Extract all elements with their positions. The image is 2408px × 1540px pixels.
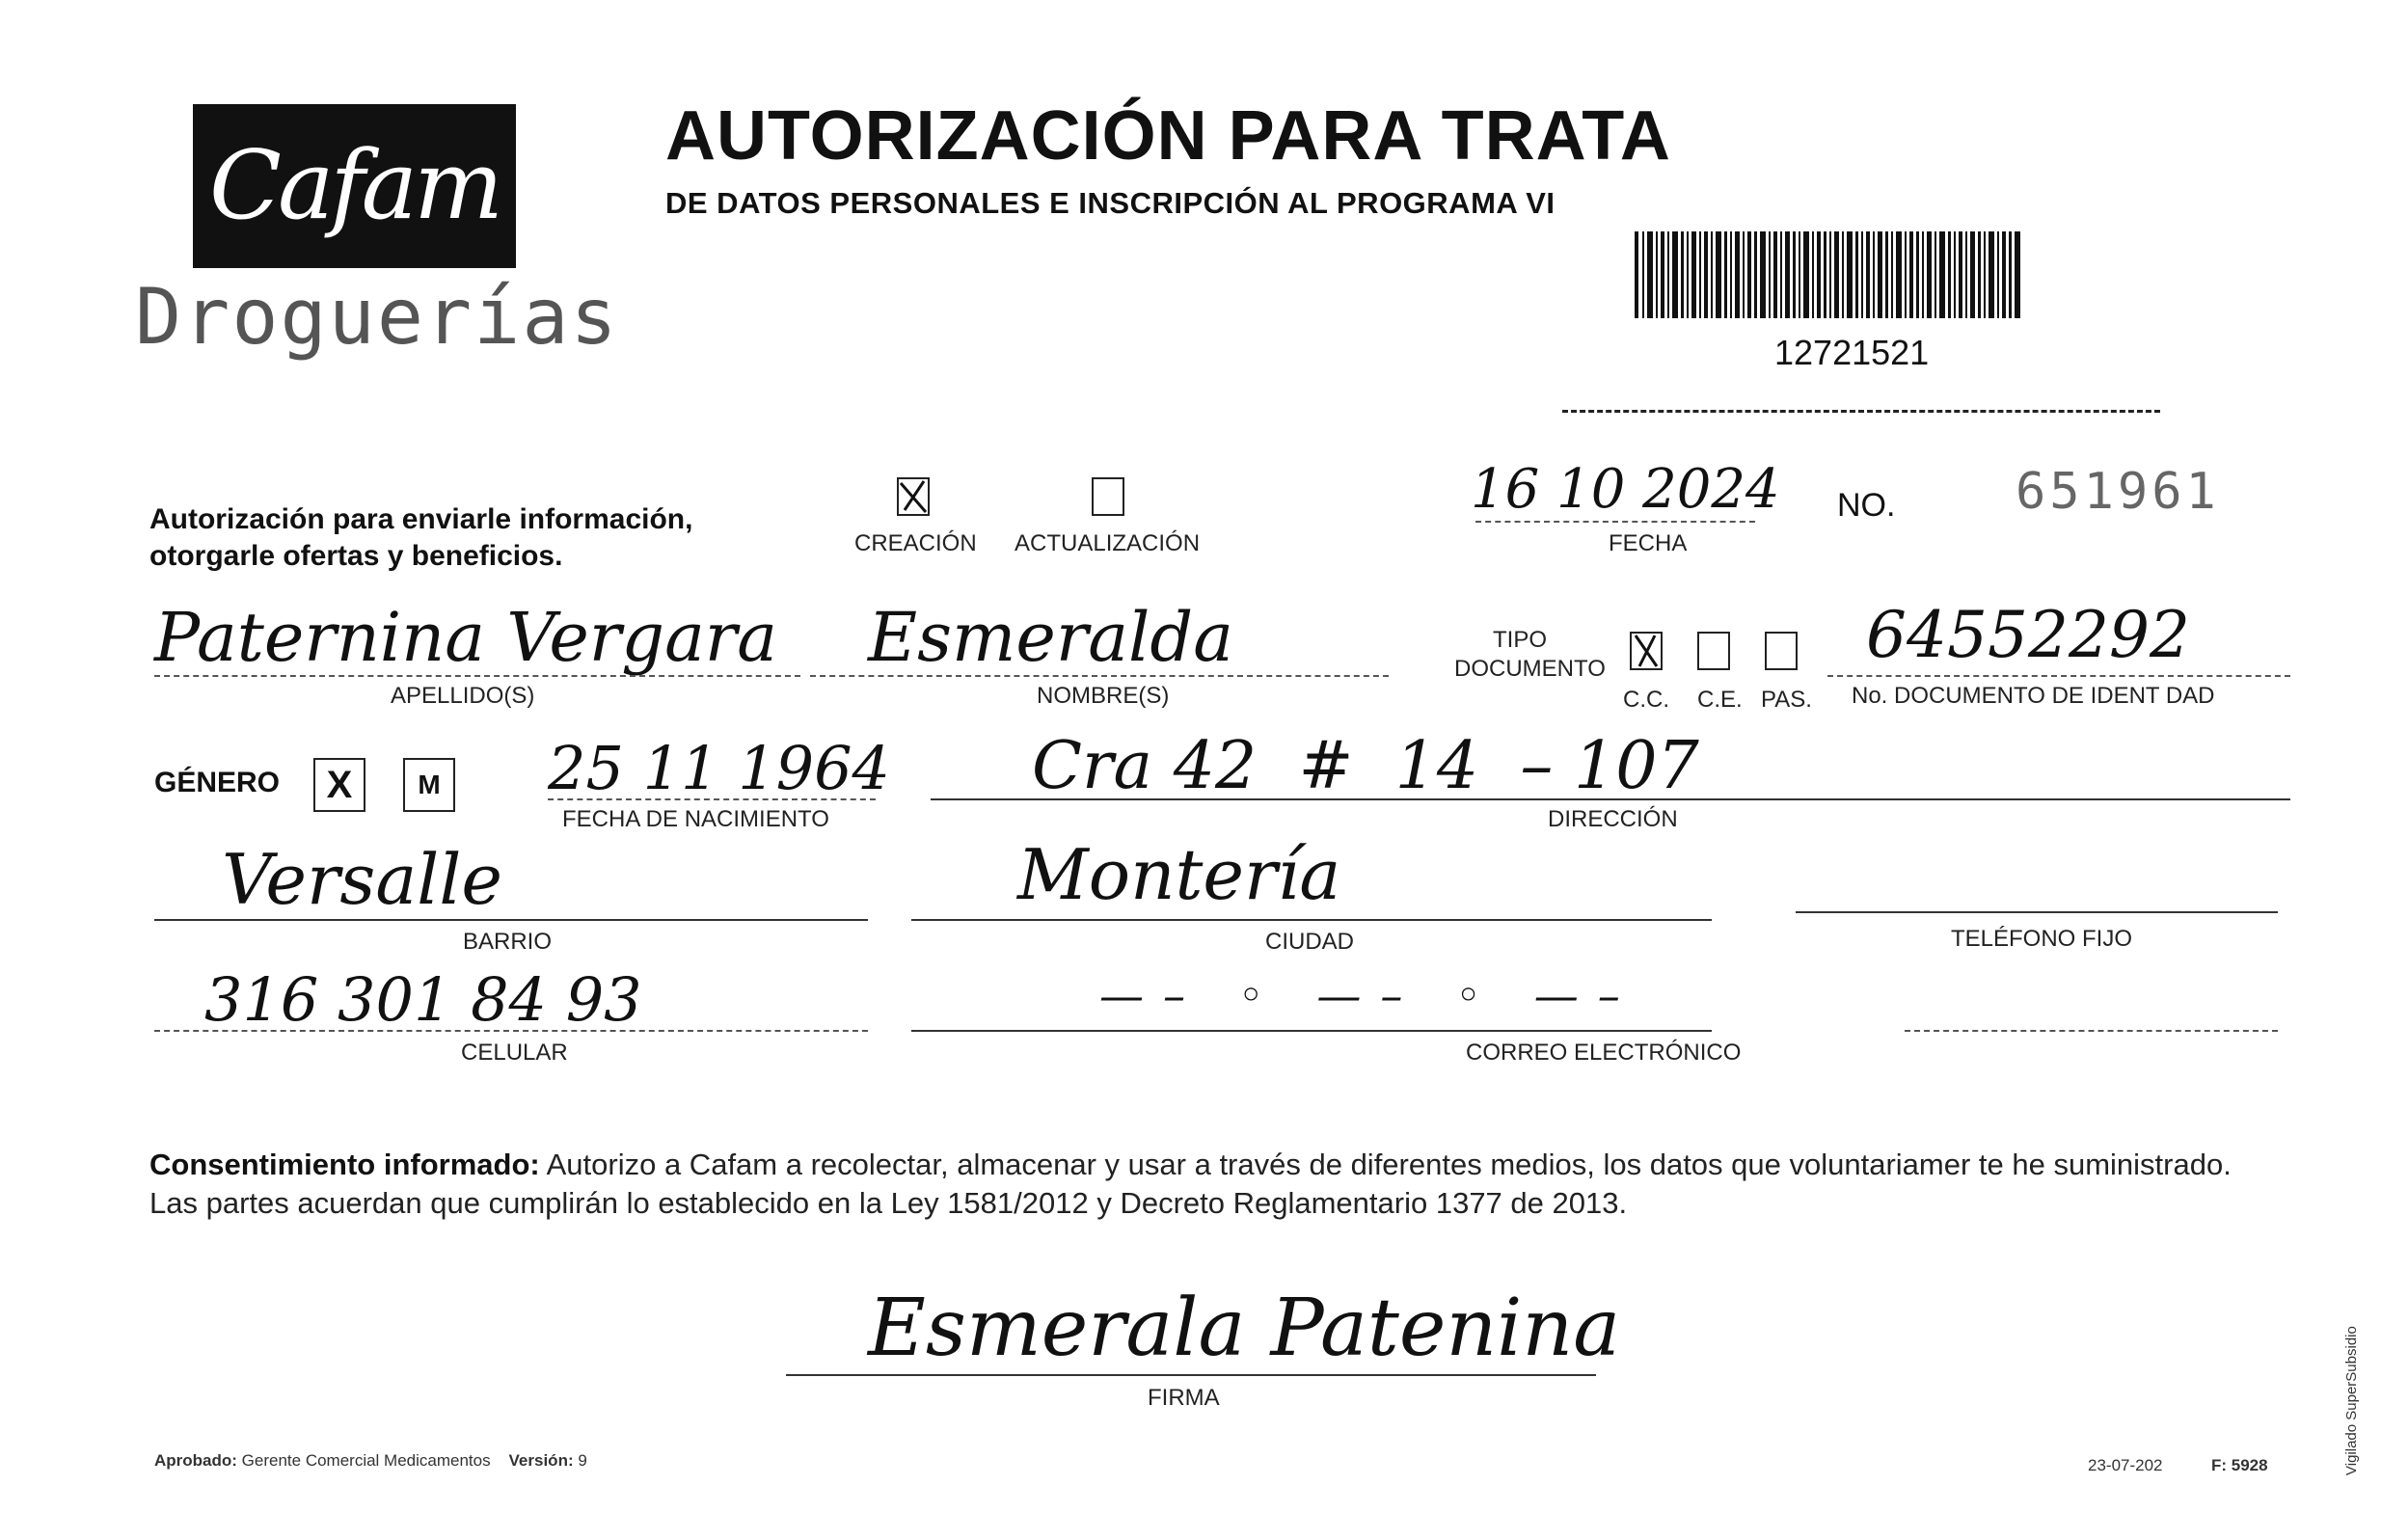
signature-label: FIRMA <box>1148 1385 1220 1411</box>
consent-heading: Consentimiento informado: <box>149 1148 540 1181</box>
authorization-text <box>149 501 692 575</box>
form-subtitle: DE DATOS PERSONALES E INSCRIPCIÓN AL PROGRAMA VI <box>665 186 1556 220</box>
correo-line <box>911 1030 1712 1032</box>
authorization-line-2: otorgarle ofertas y beneficios. <box>149 540 563 572</box>
celular-label: CELULAR <box>461 1040 568 1066</box>
barrio-value: Versalle <box>222 839 502 920</box>
signature-line <box>786 1374 1596 1376</box>
aprobado-label: Aprobado: <box>154 1451 237 1470</box>
nacimiento-label: FECHA DE NACIMIENTO <box>562 806 829 832</box>
pas-label: PAS. <box>1761 687 1812 713</box>
nombres-line <box>810 675 1389 677</box>
cc-checkbox[interactable] <box>1630 632 1663 670</box>
cc-label: C.C. <box>1623 687 1669 713</box>
ciudad-line <box>911 919 1712 921</box>
extra-line <box>1905 1030 2278 1032</box>
documento-line <box>1827 675 2290 677</box>
barrio-line <box>154 919 868 921</box>
side-vertical-text: Vigilado SuperSubsidio <box>2343 1326 2360 1475</box>
form-title: AUTORIZACIÓN PARA TRATA <box>665 97 1671 175</box>
tipo-doc-label-2: DOCUMENTO <box>1454 656 1606 682</box>
consent-body: Autorizo a Cafam a recolectar, almacenar y usar a través de diferentes medios, los datos que voluntariamer te he suministrado. Las partes acuerdan que cumplirán lo establecido en la Ley 1581/2012 y Decreto Reglamentario 1377 de 2013. <box>149 1148 2232 1220</box>
actualizacion-checkbox[interactable] <box>1092 477 1124 516</box>
creacion-checkbox[interactable] <box>897 477 930 516</box>
ciudad-label: CIUDAD <box>1265 929 1355 955</box>
telefono-label: TELÉFONO FIJO <box>1951 926 2133 952</box>
apellidos-label: APELLIDO(S) <box>391 683 535 709</box>
authorization-line-1: Autorización para enviarle información, <box>149 503 693 535</box>
genero-label: GÉNERO <box>154 767 281 798</box>
nombres-value: Esmeralda <box>868 598 1233 677</box>
signature: Esmerala Patenina <box>868 1283 1621 1374</box>
footer-left <box>154 1451 587 1471</box>
ce-label: C.E. <box>1697 687 1743 713</box>
ciudad-value: Montería <box>1017 834 1341 915</box>
footer-f-code: F: 5928 <box>2211 1456 2268 1474</box>
nacimiento-line <box>548 798 876 800</box>
footer-date-code: 23-07-202 <box>2088 1456 2163 1474</box>
direccion-value: Cra 42 # 14 – 107 <box>1032 728 1699 804</box>
fecha-label: FECHA <box>1609 530 1688 556</box>
apellidos-value: Paternina Vergara <box>154 598 777 677</box>
ce-checkbox[interactable] <box>1697 632 1730 670</box>
check-mark-icon <box>899 479 928 514</box>
no-label: NO. <box>1837 487 1896 524</box>
documento-label: No. DOCUMENTO DE IDENT DAD <box>1852 683 2215 709</box>
brand-name: Droguerías <box>135 272 619 362</box>
version-label: Versión: <box>508 1451 574 1470</box>
fecha-value: 16 10 2024 <box>1471 458 1780 521</box>
celular-value: 316 301 84 93 <box>204 964 642 1035</box>
fecha-line <box>1475 521 1755 523</box>
check-mark-icon <box>1632 634 1661 668</box>
apellidos-line <box>154 675 800 677</box>
genero-m-checkbox[interactable]: M <box>403 758 455 812</box>
cafam-logo: Cafam <box>208 131 501 241</box>
aprobado-value: Gerente Comercial Medicamentos <box>241 1451 491 1470</box>
celular-line <box>154 1030 868 1032</box>
pas-checkbox[interactable] <box>1765 632 1798 670</box>
barcode-number: 12721521 <box>1774 333 1930 372</box>
version-value: 9 <box>578 1451 587 1470</box>
genero-f-checkbox[interactable]: X <box>313 758 365 812</box>
nombres-label: NOMBRE(S) <box>1037 683 1170 709</box>
creacion-label: CREACIÓN <box>854 530 977 556</box>
dashed-divider <box>1562 410 2160 413</box>
correo-label: CORREO ELECTRÓNICO <box>1466 1040 1742 1066</box>
telefono-line <box>1796 911 2278 913</box>
direccion-line <box>931 798 2290 800</box>
actualizacion-label: ACTUALIZACIÓN <box>1015 530 1201 556</box>
consent-paragraph <box>149 1146 2281 1223</box>
tipo-doc-label-1: TIPO <box>1493 627 1548 653</box>
direccion-label: DIRECCIÓN <box>1548 806 1678 832</box>
barrio-label: BARRIO <box>463 929 553 955</box>
correo-value: —– ◦ —– ◦ —– <box>1099 969 1639 1021</box>
barcode-icon <box>1635 231 2020 318</box>
documento-value: 64552292 <box>1866 598 2190 672</box>
no-value: 651961 <box>2016 463 2220 521</box>
nacimiento-value: 25 11 1964 <box>548 733 890 803</box>
